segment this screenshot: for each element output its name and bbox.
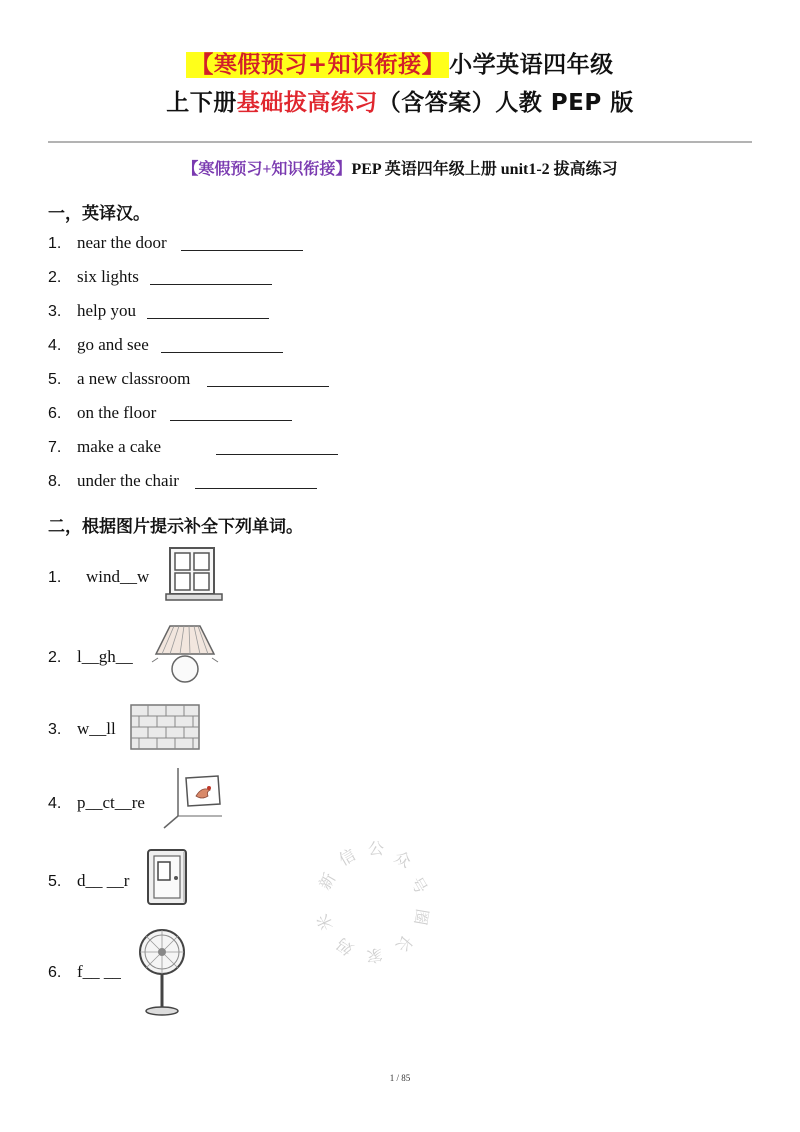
answer-blank[interactable]: [170, 420, 292, 421]
item-text: under the chair: [77, 471, 179, 490]
item-number: 3.: [48, 721, 62, 738]
svg-text:圈: 圈: [410, 907, 433, 927]
item-number: 8.: [48, 473, 62, 490]
section1-heading: 一，英译汉。: [48, 204, 150, 224]
answer-blank[interactable]: [207, 386, 329, 387]
item-text: near the door: [77, 233, 167, 252]
list-item: [48, 644, 133, 670]
fan-icon: [132, 926, 192, 1018]
item-number: 6.: [48, 405, 62, 422]
answer-blank[interactable]: [181, 250, 303, 251]
window-icon: [162, 544, 226, 604]
list-item: [48, 868, 129, 894]
svg-text:信: 信: [335, 845, 359, 870]
list-item: [48, 264, 139, 290]
item-number: 2.: [48, 269, 62, 286]
item-text: a new classroom: [77, 369, 191, 388]
answer-blank[interactable]: [161, 352, 283, 353]
item-text: on the floor: [77, 403, 157, 422]
section2-heading: 二，根据图片提示补全下列单词。: [48, 517, 303, 537]
item-text: w__ll: [77, 719, 116, 738]
list-item: [48, 298, 136, 324]
title-divider: [48, 141, 752, 143]
answer-blank[interactable]: [147, 318, 269, 319]
svg-text:家: 家: [365, 945, 384, 966]
document-title: [0, 46, 800, 122]
title-line-2-red: 基础拔高练习: [236, 90, 378, 116]
list-item: [48, 468, 179, 494]
item-number: 3.: [48, 303, 62, 320]
lamp-icon: [148, 622, 224, 686]
title-line-1-rest: 小学英语四年级: [449, 52, 614, 78]
list-item: [48, 790, 145, 816]
list-item: [48, 434, 161, 460]
svg-text:长: 长: [391, 931, 417, 956]
item-text: d__ __r: [77, 871, 130, 890]
item-text: p__ct__re: [77, 793, 145, 812]
answer-blank[interactable]: [216, 454, 338, 455]
watermark-seal: [300, 828, 440, 968]
svg-text:米: 米: [313, 911, 338, 934]
item-number: 1.: [48, 235, 62, 252]
list-item: [48, 564, 149, 590]
list-item: [48, 716, 116, 742]
page-number: 1 / 85: [389, 1073, 411, 1083]
picture-icon: [160, 766, 226, 832]
answer-blank[interactable]: [150, 284, 272, 285]
item-number: 4.: [48, 337, 62, 354]
title-line-2-pre: 上下册: [166, 90, 237, 116]
list-item: [48, 959, 121, 985]
item-number: 1.: [48, 569, 62, 586]
item-text: f__ __: [77, 962, 121, 981]
door-icon: [144, 848, 190, 908]
item-number: 7.: [48, 439, 62, 456]
title-highlight: 【寒假预习+知识衔接】: [186, 52, 449, 78]
title-line-2-post: （含答案）人教 PEP 版: [377, 90, 634, 116]
subtitle-prefix: 【寒假预习+知识衔接】: [182, 161, 352, 178]
svg-text:号: 号: [406, 873, 431, 897]
subtitle-rest: PEP 英语四年级上册 unit1-2 拔高练习: [351, 161, 618, 178]
item-text: go and see: [77, 335, 149, 354]
list-item: [48, 332, 149, 358]
title-line-2: [0, 84, 800, 122]
title-line-1: [0, 46, 800, 84]
svg-text:公: 公: [367, 839, 385, 858]
svg-text:新: 新: [315, 869, 340, 893]
list-item: [48, 230, 167, 256]
item-number: 5.: [48, 873, 62, 890]
item-text: make a cake: [77, 437, 161, 456]
list-item: [48, 400, 156, 426]
item-number: 4.: [48, 795, 62, 812]
item-number: 2.: [48, 649, 62, 666]
item-text: wind__w: [86, 567, 150, 586]
answer-blank[interactable]: [195, 488, 317, 489]
item-text: six lights: [77, 267, 139, 286]
svg-text:众: 众: [391, 847, 415, 872]
list-item: [48, 366, 190, 392]
svg-text:妈: 妈: [332, 934, 357, 959]
item-text: l__gh__: [77, 647, 133, 666]
subtitle: [0, 156, 800, 179]
item-number: 6.: [48, 964, 62, 981]
item-number: 5.: [48, 371, 62, 388]
item-text: help you: [77, 301, 137, 320]
brick-wall-icon: [130, 704, 200, 750]
